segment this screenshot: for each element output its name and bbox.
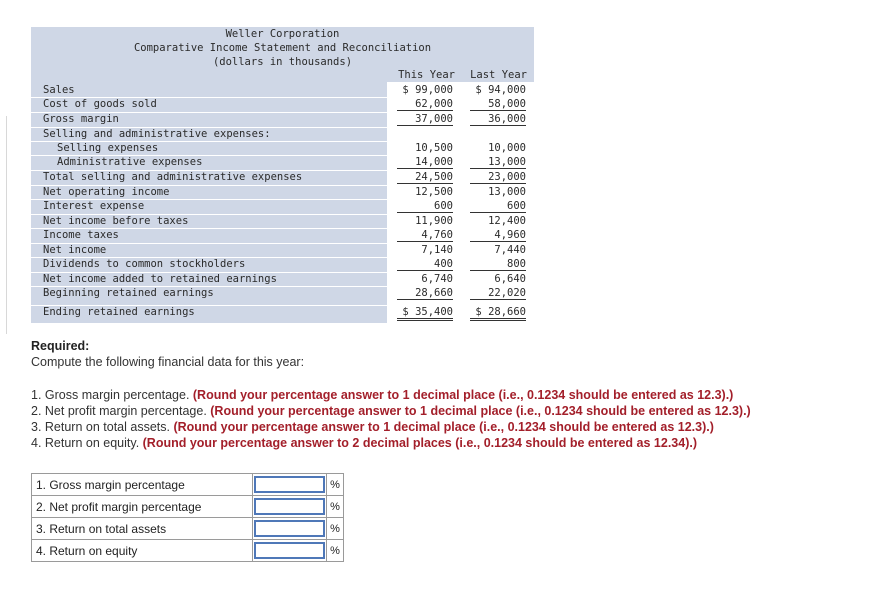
row-label: Selling and administrative expenses:: [43, 128, 271, 140]
last-year-value: 600: [470, 200, 526, 213]
required-prompt: Compute the following financial data for this year:: [31, 355, 305, 369]
return-on-equity-input[interactable]: [254, 542, 325, 559]
percent-unit: %: [327, 540, 344, 562]
statement-row: [31, 258, 534, 272]
this-year-value: 400: [397, 258, 453, 271]
last-year-value: 4,960: [470, 229, 526, 242]
this-year-value: $ 35,400: [397, 306, 453, 321]
this-year-value: 600: [397, 200, 453, 213]
this-year-value: 62,000: [397, 98, 453, 111]
statement-row: [31, 244, 534, 258]
instruction-2: [31, 404, 751, 418]
row-label: Net income before taxes: [43, 215, 189, 227]
statement-row: [31, 84, 534, 98]
this-year-value: 10,500: [415, 142, 453, 154]
statement-row: [31, 142, 534, 156]
answer-row: [32, 540, 344, 562]
percent-unit: %: [327, 496, 344, 518]
this-year-value: 24,500: [397, 171, 453, 184]
row-label: Dividends to common stockholders: [43, 258, 246, 270]
answer-label: 2. Net profit margin percentage: [32, 496, 253, 518]
company-name: Weller Corporation: [225, 28, 340, 40]
net-profit-margin-input[interactable]: [254, 498, 325, 515]
statement-row: [31, 156, 534, 170]
answer-label: 1. Gross margin percentage: [32, 474, 253, 496]
row-label: Income taxes: [43, 229, 119, 241]
this-year-value: 28,660: [397, 287, 453, 300]
instruction-text: 4. Return on equity.: [31, 436, 143, 450]
return-on-total-assets-input[interactable]: [254, 520, 325, 537]
row-label: Administrative expenses: [57, 156, 203, 168]
row-label: Net income: [43, 244, 107, 256]
last-year-value: 800: [470, 258, 526, 271]
statement-row: [31, 229, 534, 243]
last-year-value: 6,640: [494, 273, 526, 285]
instruction-4: [31, 436, 697, 450]
row-label: Gross margin: [43, 113, 119, 125]
instruction-emphasis: (Round your percentage answer to 1 decimal place (i.e., 0.1234 should be entered as 12.3).): [192, 388, 734, 402]
last-year-value: 12,400: [488, 215, 526, 227]
required-heading: Required:: [31, 339, 90, 353]
this-year-value: 12,500: [415, 186, 453, 198]
instruction-emphasis: (Round your percentage answer to 2 decimal places (i.e., 0.1234 should be entered as 12.34).): [142, 436, 697, 450]
statement-row: [31, 273, 534, 287]
statement-row: [31, 171, 534, 185]
last-year-value: 10,000: [488, 142, 526, 154]
answer-row: [32, 474, 344, 496]
row-label: Ending retained earnings: [43, 306, 195, 318]
percent-unit: %: [327, 518, 344, 540]
last-year-value: 13,000: [488, 186, 526, 198]
last-year-value: $ 28,660: [470, 306, 526, 321]
last-year-value: 58,000: [470, 98, 526, 111]
answer-table: [31, 473, 344, 562]
last-year-value: 7,440: [494, 244, 526, 256]
row-label: Beginning retained earnings: [43, 287, 214, 299]
statement-row: [31, 128, 534, 142]
instruction-emphasis: (Round your percentage answer to 1 decimal place (i.e., 0.1234 should be entered as 12.3).): [173, 420, 714, 434]
row-label: Selling expenses: [57, 142, 159, 154]
last-year-value: 36,000: [470, 113, 526, 126]
column-header-this-year: This Year: [398, 69, 455, 81]
row-label: Total selling and administrative expenses: [43, 171, 303, 183]
last-year-value: 13,000: [470, 156, 526, 169]
last-year-value: 22,020: [470, 287, 526, 300]
statement-row: [31, 186, 534, 200]
this-year-value: 4,760: [397, 229, 453, 242]
statement-row: [31, 306, 534, 320]
statement-row: [31, 113, 534, 127]
statement-row: [31, 287, 534, 301]
answer-label: 3. Return on total assets: [32, 518, 253, 540]
this-year-value: 6,740: [421, 273, 453, 285]
answer-label: 4. Return on equity: [32, 540, 253, 562]
this-year-value: 37,000: [397, 113, 453, 126]
instruction-text: 3. Return on total assets.: [31, 420, 174, 434]
instruction-3: [31, 420, 714, 434]
statement-row: [31, 200, 534, 214]
row-label: Cost of goods sold: [43, 98, 157, 110]
instruction-text: 1. Gross margin percentage.: [31, 388, 193, 402]
this-year-value: 7,140: [421, 244, 453, 256]
percent-unit: %: [327, 474, 344, 496]
instruction-1: [31, 388, 733, 402]
answer-row: [32, 518, 344, 540]
this-year-value: $ 99,000: [402, 84, 453, 96]
last-year-value: 23,000: [470, 171, 526, 184]
answer-row: [32, 496, 344, 518]
instruction-emphasis: (Round your percentage answer to 1 decimal place (i.e., 0.1234 should be entered as 12.3).): [210, 404, 751, 418]
statement-row: [31, 98, 534, 112]
last-year-value: $ 94,000: [475, 84, 526, 96]
instruction-text: 2. Net profit margin percentage.: [31, 404, 211, 418]
row-label: Interest expense: [43, 200, 145, 212]
this-year-value: 11,900: [415, 215, 453, 227]
left-scroll-edge: [0, 116, 7, 334]
column-header-last-year: Last Year: [470, 69, 527, 81]
income-statement: [31, 27, 534, 323]
statement-row: [31, 215, 534, 229]
gross-margin-input[interactable]: [254, 476, 325, 493]
row-label: Sales: [43, 84, 75, 96]
statement-title: Comparative Income Statement and Reconciliation: [133, 42, 432, 54]
this-year-value: 14,000: [397, 156, 453, 169]
row-label: Net operating income: [43, 186, 170, 198]
statement-units: (dollars in thousands): [212, 56, 353, 68]
row-label: Net income added to retained earnings: [43, 273, 277, 285]
